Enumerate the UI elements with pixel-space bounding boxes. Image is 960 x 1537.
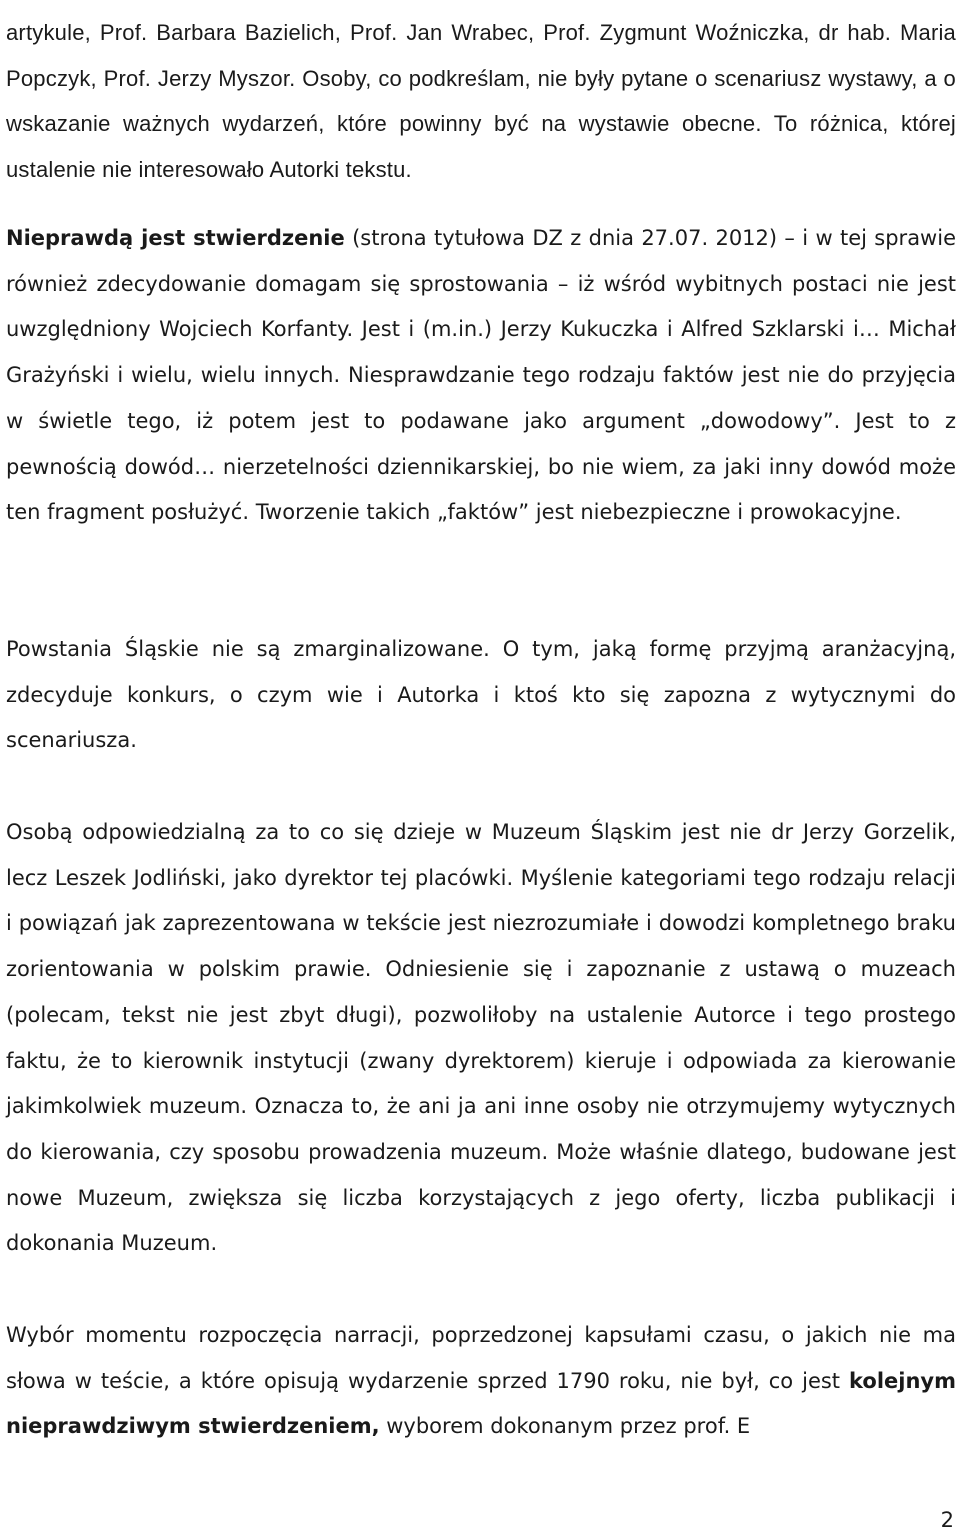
paragraph-narration-start xyxy=(6,1313,956,1450)
paragraph-narration-lead: Wybór momentu rozpoczęcia narracji, poprzedzonej kapsułami czasu, o jakich nie ma słowa w teście, a które opisują wydarzenie sprzed 1790 roku, nie był, co jest xyxy=(6,1323,956,1393)
paragraph-korfanty-text: (strona tytułowa DZ z dnia 27.07. 2012) – i w tej sprawie również zdecydowanie domagam się sprostowania – iż wśród wybitnych postaci nie jest uwzględniony Wojciech Korfanty. Jest i (m.in.) Jerzy Kukuczka i Alfred Szklarski i… Michał Grażyński i wielu, wielu innych. Niesprawdzanie tego rodzaju faktów jest nie do przyjęcia w świetle tego, iż potem jest to podawane jako argument „dowodowy”. Jest to z pewnością dowód… nierzetelności dziennikarskiej, bo nie wiem, za jaki inny dowód może ten fragment posłużyć. Tworzenie takich „faktów” jest niebezpieczne i prowokacyjne. xyxy=(6,226,956,525)
paragraph-experts-text: artykule, Prof. Barbara Bazielich, Prof. Jan Wrabec, Prof. Zygmunt Woźniczka, dr hab. Maria Popczyk, Prof. Jerzy Myszor. Osoby, co podkreślam, nie były pytane o scenariusz wystawy, a o wskazanie ważnych wydarzeń, które powinny być na wystawie obecne. To różnica, której ustalenie nie interesowało Autorki tekstu. xyxy=(6,20,956,183)
paragraph-experts xyxy=(6,10,956,193)
paragraph-korfanty xyxy=(6,216,956,536)
paragraph-narration-tail: wyborem dokonanym przez prof. E xyxy=(379,1414,751,1439)
emphasis-another-untrue-statement: kolejnym nieprawdziwym stwierdzeniem, xyxy=(6,1368,956,1439)
paragraph-uprisings-text: Powstania Śląskie nie są zmarginalizowane. O tym, jaką formę przyjmą aranżacyjną, zdecyduje konkurs, o czym wie i Autorka i ktoś kto się zapozna z wytycznymi do scenariusza. xyxy=(6,637,956,753)
paragraph-director xyxy=(6,810,956,1267)
emphasis-untrue-statement: Nieprawdą jest stwierdzenie xyxy=(6,226,345,250)
paragraph-director-text: Osobą odpowiedzialną za to co się dzieje w Muzeum Śląskim jest nie dr Jerzy Gorzelik, lecz Leszek Jodliński, jako dyrektor tej placówki. Myślenie kategoriami tego rodzaju relacji i powiązań jak zaprezentowana w tekście jest niezrozumiałe i dowodzi kompletnego braku zorientowania w polskim prawie. Odniesienie się i zapoznanie z ustawą o muzeach (polecam, tekst nie jest zbyt długi), pozwoliłoby na ustalenie Autorce i tego prostego faktu, że to kierownik instytucji (zwany dyrektorem) kieruje i odpowiada za kierowanie jakimkolwiek muzeum. Oznacza to, że ani ja ani inne osoby nie otrzymujemy wytycznych do kierowania, czy sposobu prowadzenia muzeum. Może właśnie dlatego, budowane jest nowe Muzeum, zwiększa się liczba korzystających z jego oferty, liczba publikacji i dokonania Muzeum. xyxy=(6,820,956,1256)
page-number: 2 xyxy=(940,1508,954,1532)
paragraph-uprisings xyxy=(6,627,956,764)
